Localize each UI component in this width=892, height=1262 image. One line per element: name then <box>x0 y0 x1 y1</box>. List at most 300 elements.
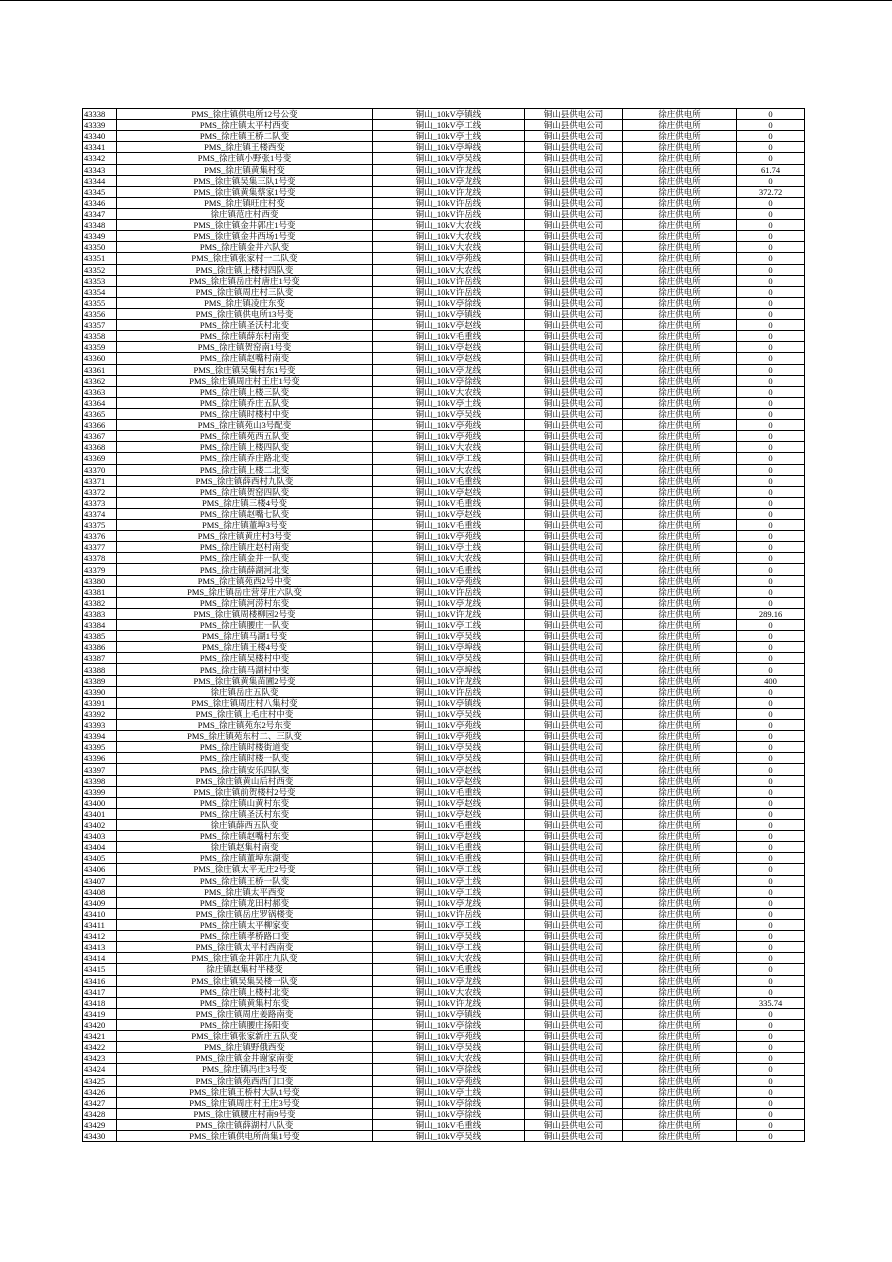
table-row <box>83 964 805 975</box>
table-row <box>83 1119 805 1130</box>
transformer-name-cell: PMS_徐庄镇时楼村中变 <box>117 408 373 419</box>
record-id-cell: 43340 <box>83 131 117 142</box>
record-id-cell: 43378 <box>83 553 117 564</box>
record-id-cell: 43347 <box>83 208 117 219</box>
company-cell: 铜山县供电公司 <box>525 664 623 675</box>
company-cell: 铜山县供电公司 <box>525 220 623 231</box>
transformer-name-cell: PMS_徐庄镇张家村一二队变 <box>117 253 373 264</box>
company-cell: 铜山县供电公司 <box>525 231 623 242</box>
value-cell: 0 <box>737 642 805 653</box>
feeder-line-cell: 铜山_10kV大农线 <box>373 464 525 475</box>
table-row <box>83 775 805 786</box>
station-cell: 徐庄供电所 <box>623 497 737 508</box>
transformer-name-cell: PMS_徐庄镇贺窑四队变 <box>117 486 373 497</box>
record-id-cell: 43421 <box>83 1031 117 1042</box>
feeder-line-cell: 铜山_10kV许龙线 <box>373 186 525 197</box>
value-cell: 0 <box>737 531 805 542</box>
table-row <box>83 986 805 997</box>
station-cell: 徐庄供电所 <box>623 253 737 264</box>
transformer-name-cell: PMS_徐庄镇董埠东湖变 <box>117 853 373 864</box>
transformer-name-cell: PMS_徐庄镇乔庄路北变 <box>117 453 373 464</box>
feeder-line-cell: 铜山_10kV亭赵线 <box>373 342 525 353</box>
station-cell: 徐庄供电所 <box>623 842 737 853</box>
transformer-name-cell: PMS_徐庄镇苑东村二、三队变 <box>117 731 373 742</box>
company-cell: 铜山县供电公司 <box>525 820 623 831</box>
company-cell: 铜山县供电公司 <box>525 597 623 608</box>
feeder-line-cell: 铜山_10kV亭龙线 <box>373 897 525 908</box>
value-cell: 0 <box>737 442 805 453</box>
table-row <box>83 942 805 953</box>
value-cell: 0 <box>737 953 805 964</box>
feeder-line-cell: 铜山_10kV亭赵线 <box>373 797 525 808</box>
station-cell: 徐庄供电所 <box>623 220 737 231</box>
transformer-name-cell: PMS_徐庄镇安乐四队变 <box>117 764 373 775</box>
table-row <box>83 275 805 286</box>
company-cell: 铜山县供电公司 <box>525 308 623 319</box>
company-cell: 铜山县供电公司 <box>525 631 623 642</box>
station-cell: 徐庄供电所 <box>623 997 737 1008</box>
transformer-name-cell: PMS_徐庄镇薛湖河北变 <box>117 564 373 575</box>
value-cell: 0 <box>737 408 805 419</box>
company-cell: 铜山县供电公司 <box>525 553 623 564</box>
value-cell: 0 <box>737 942 805 953</box>
company-cell: 铜山县供电公司 <box>525 531 623 542</box>
transformer-name-cell: PMS_徐庄镇薛湖村八队变 <box>117 1119 373 1130</box>
value-cell: 0 <box>737 553 805 564</box>
table-row <box>83 997 805 1008</box>
value-cell: 0 <box>737 975 805 986</box>
transformer-name-cell: PMS_徐庄镇供电所尚集1号变 <box>117 1131 373 1142</box>
table-row <box>83 297 805 308</box>
value-cell: 0 <box>737 153 805 164</box>
transformer-name-cell: PMS_徐庄镇吴集三队1号变 <box>117 175 373 186</box>
feeder-line-cell: 铜山_10kV亭赵线 <box>373 486 525 497</box>
value-cell: 0 <box>737 831 805 842</box>
transformer-name-cell: PMS_徐庄镇苑西西门口变 <box>117 1075 373 1086</box>
company-cell: 铜山县供电公司 <box>525 1131 623 1142</box>
record-id-cell: 43407 <box>83 875 117 886</box>
value-cell: 0 <box>737 653 805 664</box>
transformer-name-cell: PMS_徐庄镇赵嘴村南变 <box>117 353 373 364</box>
record-id-cell: 43358 <box>83 331 117 342</box>
value-cell: 0 <box>737 775 805 786</box>
record-id-cell: 43392 <box>83 708 117 719</box>
feeder-line-cell: 铜山_10kV许龙线 <box>373 997 525 1008</box>
company-cell: 铜山县供电公司 <box>525 253 623 264</box>
table-row <box>83 242 805 253</box>
feeder-line-cell: 铜山_10kV许岳线 <box>373 286 525 297</box>
value-cell: 0 <box>737 919 805 930</box>
company-cell: 铜山县供电公司 <box>525 964 623 975</box>
company-cell: 铜山县供电公司 <box>525 431 623 442</box>
transformer-name-cell: PMS_徐庄镇薛东村南变 <box>117 331 373 342</box>
transformer-name-cell: PMS_徐庄镇王桥一队变 <box>117 875 373 886</box>
record-id-cell: 43354 <box>83 286 117 297</box>
value-cell: 0 <box>737 131 805 142</box>
station-cell: 徐庄供电所 <box>623 331 737 342</box>
value-cell: 0 <box>737 197 805 208</box>
station-cell: 徐庄供电所 <box>623 664 737 675</box>
feeder-line-cell: 铜山_10kV亭镇线 <box>373 109 525 120</box>
table-row <box>83 664 805 675</box>
feeder-line-cell: 铜山_10kV亭龙线 <box>373 175 525 186</box>
record-id-cell: 43429 <box>83 1119 117 1130</box>
station-cell: 徐庄供电所 <box>623 1019 737 1030</box>
station-cell: 徐庄供电所 <box>623 542 737 553</box>
record-id-cell: 43343 <box>83 164 117 175</box>
transformer-name-cell: PMS_徐庄镇太平西变 <box>117 886 373 897</box>
feeder-line-cell: 铜山_10kV亭吴线 <box>373 742 525 753</box>
transformer-name-cell: PMS_徐庄镇黄集村变 <box>117 164 373 175</box>
table-row <box>83 486 805 497</box>
feeder-line-cell: 铜山_10kV毛重线 <box>373 842 525 853</box>
station-cell: 徐庄供电所 <box>623 208 737 219</box>
feeder-line-cell: 铜山_10kV亭赵线 <box>373 508 525 519</box>
company-cell: 铜山县供电公司 <box>525 586 623 597</box>
company-cell: 铜山县供电公司 <box>525 986 623 997</box>
feeder-line-cell: 铜山_10kV亭工线 <box>373 886 525 897</box>
company-cell: 铜山县供电公司 <box>525 753 623 764</box>
transformer-name-cell: PMS_徐庄镇岳庄村唐庄1号变 <box>117 275 373 286</box>
feeder-line-cell: 铜山_10kV毛重线 <box>373 1119 525 1130</box>
transformer-name-cell: PMS_徐庄镇三楼4号变 <box>117 497 373 508</box>
transformer-name-cell: PMS_徐庄镇河涝村东变 <box>117 597 373 608</box>
table-row <box>83 1031 805 1042</box>
company-cell: 铜山县供电公司 <box>525 1097 623 1108</box>
station-cell: 徐庄供电所 <box>623 386 737 397</box>
value-cell: 0 <box>737 664 805 675</box>
record-id-cell: 43350 <box>83 242 117 253</box>
feeder-line-cell: 铜山_10kV亭吴线 <box>373 708 525 719</box>
feeder-line-cell: 铜山_10kV亭徐线 <box>373 375 525 386</box>
transformer-name-cell: PMS_徐庄镇小野张1号变 <box>117 153 373 164</box>
company-cell: 铜山县供电公司 <box>525 131 623 142</box>
station-cell: 徐庄供电所 <box>623 608 737 619</box>
station-cell: 徐庄供电所 <box>623 986 737 997</box>
transformer-name-cell: PMS_徐庄镇金井谢家南变 <box>117 1053 373 1064</box>
station-cell: 徐庄供电所 <box>623 1075 737 1086</box>
record-id-cell: 43419 <box>83 1008 117 1019</box>
record-id-cell: 43377 <box>83 542 117 553</box>
feeder-line-cell: 铜山_10kV亭工线 <box>373 620 525 631</box>
record-id-cell: 43368 <box>83 442 117 453</box>
value-cell: 0 <box>737 486 805 497</box>
table-row <box>83 608 805 619</box>
value-cell: 0 <box>737 120 805 131</box>
feeder-line-cell: 铜山_10kV亭赵线 <box>373 831 525 842</box>
station-cell: 徐庄供电所 <box>623 375 737 386</box>
feeder-line-cell: 铜山_10kV许岳线 <box>373 208 525 219</box>
record-id-cell: 43400 <box>83 797 117 808</box>
record-id-cell: 43403 <box>83 831 117 842</box>
feeder-line-cell: 铜山_10kV毛重线 <box>373 331 525 342</box>
value-cell: 0 <box>737 520 805 531</box>
feeder-line-cell: 铜山_10kV大农线 <box>373 553 525 564</box>
company-cell: 铜山县供电公司 <box>525 997 623 1008</box>
table-row <box>83 764 805 775</box>
value-cell: 0 <box>737 353 805 364</box>
company-cell: 铜山县供电公司 <box>525 442 623 453</box>
transformer-name-cell: PMS_徐庄镇金井郭庄1号变 <box>117 220 373 231</box>
feeder-line-cell: 铜山_10kV毛重线 <box>373 520 525 531</box>
feeder-line-cell: 铜山_10kV毛重线 <box>373 786 525 797</box>
value-cell: 0 <box>737 231 805 242</box>
feeder-line-cell: 铜山_10kV毛重线 <box>373 820 525 831</box>
record-id-cell: 43388 <box>83 664 117 675</box>
company-cell: 铜山县供电公司 <box>525 875 623 886</box>
company-cell: 铜山县供电公司 <box>525 1075 623 1086</box>
transformer-name-cell: PMS_徐庄镇苑西2号中变 <box>117 575 373 586</box>
transformer-name-cell: PMS_徐庄镇金井郭庄九队变 <box>117 953 373 964</box>
record-id-cell: 43393 <box>83 720 117 731</box>
station-cell: 徐庄供电所 <box>623 431 737 442</box>
record-id-cell: 43395 <box>83 742 117 753</box>
company-cell: 铜山县供电公司 <box>525 842 623 853</box>
station-cell: 徐庄供电所 <box>623 897 737 908</box>
company-cell: 铜山县供电公司 <box>525 775 623 786</box>
feeder-line-cell: 铜山_10kV毛重线 <box>373 564 525 575</box>
transformer-table <box>82 108 805 1142</box>
value-cell: 0 <box>737 142 805 153</box>
value-cell: 0 <box>737 1108 805 1119</box>
station-cell: 徐庄供电所 <box>623 342 737 353</box>
feeder-line-cell: 铜山_10kV亭赵线 <box>373 775 525 786</box>
company-cell: 铜山县供电公司 <box>525 453 623 464</box>
value-cell: 0 <box>737 808 805 819</box>
table-row <box>83 464 805 475</box>
table-row <box>83 875 805 886</box>
table-row <box>83 475 805 486</box>
station-cell: 徐庄供电所 <box>623 142 737 153</box>
table-body <box>83 109 805 1142</box>
transformer-name-cell: PMS_徐庄镇野俄西变 <box>117 1042 373 1053</box>
table-row <box>83 175 805 186</box>
value-cell: 0 <box>737 686 805 697</box>
table-row <box>83 786 805 797</box>
record-id-cell: 43412 <box>83 931 117 942</box>
transformer-name-cell: PMS_徐庄镇上楼三队变 <box>117 386 373 397</box>
company-cell: 铜山县供电公司 <box>525 653 623 664</box>
station-cell: 徐庄供电所 <box>623 286 737 297</box>
transformer-name-cell: PMS_徐庄镇太平村西南变 <box>117 942 373 953</box>
transformer-name-cell: PMS_徐庄镇金井西场1号变 <box>117 231 373 242</box>
table-row <box>83 420 805 431</box>
company-cell: 铜山县供电公司 <box>525 353 623 364</box>
record-id-cell: 43383 <box>83 608 117 619</box>
company-cell: 铜山县供电公司 <box>525 886 623 897</box>
feeder-line-cell: 铜山_10kV亭苑线 <box>373 1075 525 1086</box>
station-cell: 徐庄供电所 <box>623 297 737 308</box>
station-cell: 徐庄供电所 <box>623 886 737 897</box>
company-cell: 铜山县供电公司 <box>525 242 623 253</box>
station-cell: 徐庄供电所 <box>623 420 737 431</box>
company-cell: 铜山县供电公司 <box>525 642 623 653</box>
record-id-cell: 43391 <box>83 697 117 708</box>
record-id-cell: 43371 <box>83 475 117 486</box>
table-row <box>83 109 805 120</box>
station-cell: 徐庄供电所 <box>623 1119 737 1130</box>
company-cell: 铜山县供电公司 <box>525 931 623 942</box>
record-id-cell: 43366 <box>83 420 117 431</box>
station-cell: 徐庄供电所 <box>623 453 737 464</box>
table-row <box>83 731 805 742</box>
record-id-cell: 43427 <box>83 1097 117 1108</box>
feeder-line-cell: 铜山_10kV亭吴线 <box>373 631 525 642</box>
table-row <box>83 220 805 231</box>
record-id-cell: 43351 <box>83 253 117 264</box>
transformer-name-cell: PMS_徐庄镇供电所13号变 <box>117 308 373 319</box>
station-cell: 徐庄供电所 <box>623 597 737 608</box>
station-cell: 徐庄供电所 <box>623 164 737 175</box>
record-id-cell: 43376 <box>83 531 117 542</box>
value-cell: 0 <box>737 753 805 764</box>
transformer-name-cell: PMS_徐庄镇上楼村四队变 <box>117 264 373 275</box>
table-row <box>83 120 805 131</box>
company-cell: 铜山县供电公司 <box>525 375 623 386</box>
record-id-cell: 43384 <box>83 620 117 631</box>
station-cell: 徐庄供电所 <box>623 797 737 808</box>
record-id-cell: 43374 <box>83 508 117 519</box>
feeder-line-cell: 铜山_10kV亭吴线 <box>373 153 525 164</box>
table-row <box>83 620 805 631</box>
record-id-cell: 43344 <box>83 175 117 186</box>
transformer-name-cell: PMS_徐庄镇上楼四队变 <box>117 442 373 453</box>
company-cell: 铜山县供电公司 <box>525 942 623 953</box>
value-cell: 372.72 <box>737 186 805 197</box>
transformer-name-cell: PMS_徐庄镇吴集吴楼一队变 <box>117 975 373 986</box>
station-cell: 徐庄供电所 <box>623 853 737 864</box>
record-id-cell: 43410 <box>83 908 117 919</box>
feeder-line-cell: 铜山_10kV亭苑线 <box>373 720 525 731</box>
table-row <box>83 320 805 331</box>
record-id-cell: 43387 <box>83 653 117 664</box>
feeder-line-cell: 铜山_10kV亭土线 <box>373 542 525 553</box>
company-cell: 铜山县供电公司 <box>525 1053 623 1064</box>
station-cell: 徐庄供电所 <box>623 720 737 731</box>
table-row <box>83 531 805 542</box>
feeder-line-cell: 铜山_10kV许岳线 <box>373 908 525 919</box>
feeder-line-cell: 铜山_10kV亭工线 <box>373 942 525 953</box>
record-id-cell: 43381 <box>83 586 117 597</box>
company-cell: 铜山县供电公司 <box>525 142 623 153</box>
record-id-cell: 43423 <box>83 1053 117 1064</box>
table-row <box>83 886 805 897</box>
value-cell: 0 <box>737 886 805 897</box>
table-row <box>83 1042 805 1053</box>
company-cell: 铜山县供电公司 <box>525 408 623 419</box>
station-cell: 徐庄供电所 <box>623 464 737 475</box>
record-id-cell: 43413 <box>83 942 117 953</box>
transformer-name-cell: 徐庄镇范庄村西变 <box>117 208 373 219</box>
transformer-name-cell: PMS_徐庄镇腰庄一队变 <box>117 620 373 631</box>
record-id-cell: 43362 <box>83 375 117 386</box>
table-row <box>83 708 805 719</box>
transformer-name-cell: PMS_徐庄镇苑山3号配变 <box>117 420 373 431</box>
value-cell: 0 <box>737 986 805 997</box>
table-row <box>83 642 805 653</box>
table-row <box>83 164 805 175</box>
company-cell: 铜山县供电公司 <box>525 620 623 631</box>
table-row <box>83 919 805 930</box>
table-row <box>83 431 805 442</box>
feeder-line-cell: 铜山_10kV亭工线 <box>373 120 525 131</box>
table-row <box>83 153 805 164</box>
feeder-line-cell: 铜山_10kV亭埠线 <box>373 642 525 653</box>
value-cell: 0 <box>737 742 805 753</box>
record-id-cell: 43425 <box>83 1075 117 1086</box>
station-cell: 徐庄供电所 <box>623 753 737 764</box>
transformer-name-cell: PMS_徐庄镇吴楼村中变 <box>117 653 373 664</box>
feeder-line-cell: 铜山_10kV许龙线 <box>373 608 525 619</box>
station-cell: 徐庄供电所 <box>623 942 737 953</box>
value-cell: 0 <box>737 1053 805 1064</box>
station-cell: 徐庄供电所 <box>623 875 737 886</box>
record-id-cell: 43417 <box>83 986 117 997</box>
company-cell: 铜山县供电公司 <box>525 1119 623 1130</box>
company-cell: 铜山县供电公司 <box>525 797 623 808</box>
transformer-name-cell: 徐庄镇岳庄五队变 <box>117 686 373 697</box>
feeder-line-cell: 铜山_10kV亭吴线 <box>373 1131 525 1142</box>
table-row <box>83 397 805 408</box>
record-id-cell: 43372 <box>83 486 117 497</box>
value-cell: 0 <box>737 786 805 797</box>
value-cell: 0 <box>737 431 805 442</box>
transformer-name-cell: PMS_徐庄镇腰庄村南9号变 <box>117 1108 373 1119</box>
record-id-cell: 43341 <box>83 142 117 153</box>
feeder-line-cell: 铜山_10kV亭苑线 <box>373 253 525 264</box>
transformer-name-cell: PMS_徐庄镇圣沃村东变 <box>117 808 373 819</box>
feeder-line-cell: 铜山_10kV亭工线 <box>373 864 525 875</box>
table-row <box>83 131 805 142</box>
record-id-cell: 43416 <box>83 975 117 986</box>
table-row <box>83 553 805 564</box>
station-cell: 徐庄供电所 <box>623 153 737 164</box>
table-row <box>83 631 805 642</box>
station-cell: 徐庄供电所 <box>623 175 737 186</box>
table-row <box>83 508 805 519</box>
transformer-name-cell: PMS_徐庄镇黄集村东变 <box>117 997 373 1008</box>
feeder-line-cell: 铜山_10kV亭徐线 <box>373 1064 525 1075</box>
feeder-line-cell: 铜山_10kV许龙线 <box>373 675 525 686</box>
value-cell: 0 <box>737 109 805 120</box>
table-row <box>83 253 805 264</box>
station-cell: 徐庄供电所 <box>623 475 737 486</box>
table-row <box>83 308 805 319</box>
table-row <box>83 564 805 575</box>
transformer-name-cell: PMS_徐庄镇周庄村王庄1号变 <box>117 375 373 386</box>
feeder-line-cell: 铜山_10kV亭镇线 <box>373 697 525 708</box>
table-row <box>83 1131 805 1142</box>
station-cell: 徐庄供电所 <box>623 808 737 819</box>
feeder-line-cell: 铜山_10kV亭工线 <box>373 919 525 930</box>
station-cell: 徐庄供电所 <box>623 564 737 575</box>
value-cell: 0 <box>737 264 805 275</box>
table-row <box>83 1019 805 1030</box>
transformer-name-cell: PMS_徐庄镇前贺楼村2号变 <box>117 786 373 797</box>
table-row <box>83 331 805 342</box>
transformer-name-cell: 徐庄镇赵集村南变 <box>117 842 373 853</box>
value-cell: 0 <box>737 1008 805 1019</box>
station-cell: 徐庄供电所 <box>623 642 737 653</box>
value-cell: 0 <box>737 697 805 708</box>
company-cell: 铜山县供电公司 <box>525 675 623 686</box>
station-cell: 徐庄供电所 <box>623 1097 737 1108</box>
record-id-cell: 43363 <box>83 386 117 397</box>
value-cell: 0 <box>737 875 805 886</box>
company-cell: 铜山县供电公司 <box>525 853 623 864</box>
record-id-cell: 43390 <box>83 686 117 697</box>
transformer-name-cell: PMS_徐庄镇张家新庄五队变 <box>117 1031 373 1042</box>
